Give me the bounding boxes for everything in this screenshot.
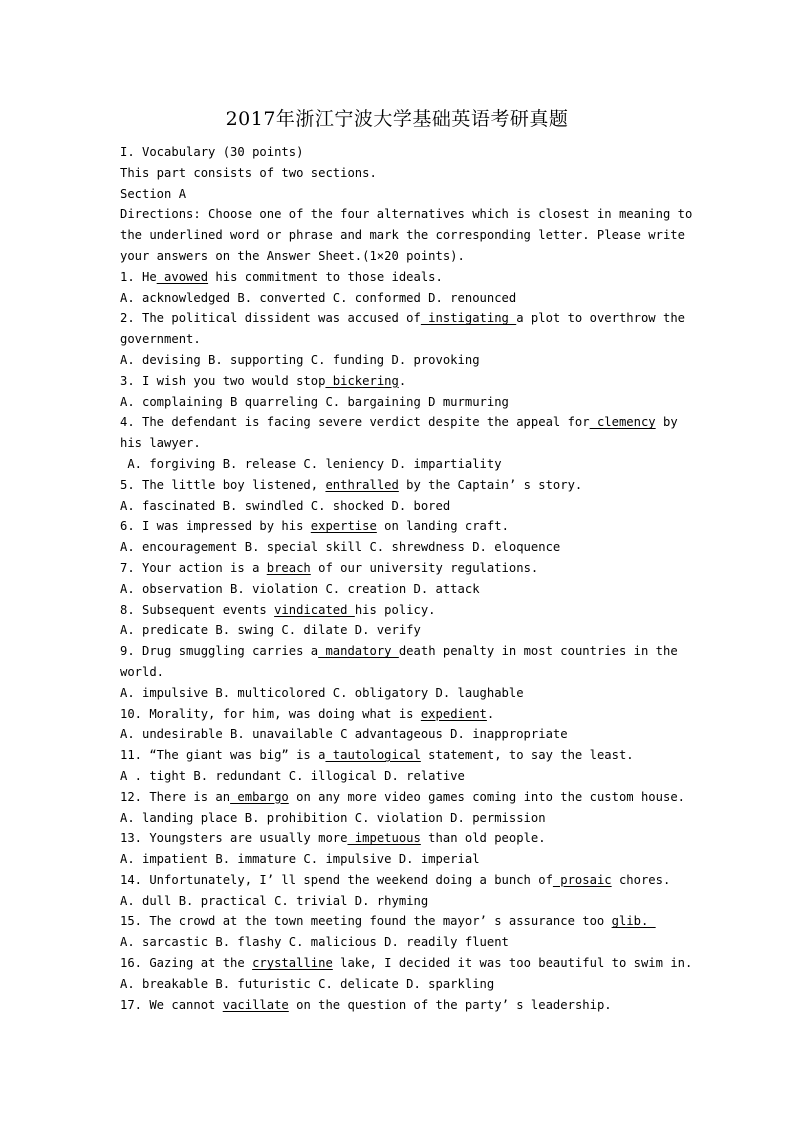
text-line: [120, 600, 676, 621]
line-text: A. observation B. violation C. creation D. attack: [120, 581, 480, 596]
line-text: A. acknowledged B. converted C. conformed D. renounced: [120, 290, 517, 305]
text-line: [120, 662, 676, 683]
text-line: [120, 454, 676, 475]
line-text: 12. There is an: [120, 789, 231, 804]
line-text-tail: his policy.: [354, 602, 436, 617]
line-text-tail: .: [486, 706, 495, 721]
line-text: 16. Gazing at the: [120, 956, 253, 971]
text-line: [120, 641, 676, 662]
line-text: 10. Morality, for him, was doing what is: [120, 706, 421, 721]
line-text: A. dull B. practical C. trivial D. rhyming: [120, 893, 429, 908]
exam-body: [120, 142, 693, 1015]
line-text: 7. Your action is a: [120, 560, 267, 575]
underlined-term: crystalline: [252, 956, 333, 971]
underlined-term: vindicated: [274, 602, 355, 617]
line-text: A. impatient B. immature C. impulsive D. imperial: [120, 852, 480, 867]
text-line: [120, 953, 693, 974]
line-text: government.: [120, 332, 201, 347]
text-line: [120, 516, 676, 537]
text-line: [120, 995, 676, 1016]
line-text: A. undesirable B. unavailable C advantageous D. inappropriate: [120, 727, 568, 742]
line-text: 13. Youngsters are usually more: [120, 831, 348, 846]
line-text-tail: statement, to say the least.: [420, 748, 634, 763]
text-line: [120, 350, 676, 371]
line-text: 9. Drug smuggling carries a: [120, 644, 319, 659]
line-text: 4. The defendant is facing severe verdict despite the appeal for: [120, 415, 590, 430]
underlined-term: mandatory: [318, 644, 399, 659]
line-text-tail: by the Captain’ s story.: [398, 477, 583, 492]
line-text-tail: on any more video games coming into the custom house.: [288, 789, 685, 804]
line-text: This part consists of two sections.: [120, 165, 377, 180]
text-line: [120, 974, 676, 995]
line-text-tail: chores.: [611, 872, 671, 887]
text-line: [120, 787, 685, 808]
text-line: [120, 891, 676, 912]
line-text: 2. The political dissident was accused of: [120, 311, 421, 326]
text-line: [120, 163, 676, 184]
line-text: I. Vocabulary (30 points): [120, 145, 304, 159]
line-text: A. impulsive B. multicolored C. obligatory D. laughable: [120, 685, 524, 700]
text-line: [120, 704, 676, 725]
line-text: A. landing place B. prohibition C. violation D. permission: [120, 810, 546, 825]
line-text: the underlined word or phrase and mark the corresponding letter. Please write: [120, 228, 685, 243]
line-text: his lawyer.: [120, 436, 201, 451]
line-text: 17. We cannot: [120, 997, 223, 1012]
line-text: 5. The little boy listened,: [120, 477, 326, 492]
line-text: 3. I wish you two would stop: [120, 373, 326, 388]
line-text: A. complaining B quarreling C. bargaining D murmuring: [120, 394, 509, 409]
page-title: 2017年浙江宁波大学基础英语考研真题: [225, 108, 569, 130]
line-text: Directions: Choose one of the four alternatives which is closest in meaning to: [120, 207, 693, 222]
text-line: [120, 371, 676, 392]
underlined-term: enthralled: [325, 477, 399, 492]
underlined-term: impetuous: [347, 831, 421, 846]
line-text: A. predicate B. swing C. dilate D. verify: [120, 623, 421, 638]
text-line: [120, 724, 676, 745]
line-text-tail: on landing craft.: [376, 519, 509, 534]
text-line: [120, 870, 676, 891]
text-line: [120, 184, 676, 205]
line-text-tail: a plot to overthrow the: [516, 311, 685, 326]
text-line: [120, 246, 676, 267]
line-text: 6. I was impressed by his: [120, 519, 311, 534]
text-line: [120, 683, 676, 704]
line-text-tail: death penalty in most countries in the: [398, 644, 678, 659]
text-line: [120, 620, 676, 641]
line-text-tail: his commitment to those ideals.: [208, 269, 443, 284]
underlined-term: bickering: [325, 373, 399, 388]
underlined-term: instigating: [420, 311, 517, 326]
text-line: [120, 579, 676, 600]
line-text-tail: of our university regulations.: [310, 560, 539, 575]
line-text: your answers on the Answer Sheet.(1×20 points).: [120, 248, 465, 263]
line-text: A. fascinated B. swindled C. shocked D. bored: [120, 498, 451, 513]
text-line: [120, 433, 676, 454]
underlined-term: breach: [266, 560, 311, 575]
underlined-term: embargo: [230, 789, 289, 804]
line-text-tail: on the question of the party’ s leadership.: [288, 997, 612, 1012]
underlined-term: glib.: [611, 914, 656, 929]
text-line: [120, 558, 676, 579]
text-line: [120, 745, 676, 766]
text-line: [120, 537, 676, 558]
underlined-term: clemency: [589, 415, 656, 430]
text-line: [120, 288, 676, 309]
line-text-tail: lake, I decided it was too beautiful to swim in.: [332, 956, 693, 971]
line-text: 11. “The giant was big” is a: [120, 748, 326, 763]
text-line: [120, 308, 685, 329]
line-text: A. breakable B. futuristic C. delicate D. sparkling: [120, 976, 495, 991]
line-text: 15. The crowd at the town meeting found the mayor’ s assurance too: [120, 914, 612, 929]
line-text-tail: .: [398, 373, 407, 388]
text-line: [120, 475, 676, 496]
line-text-tail: than old people.: [420, 831, 546, 846]
text-line: [120, 329, 676, 350]
text-line: [120, 911, 676, 932]
text-line: [120, 204, 693, 225]
text-line: [120, 225, 685, 246]
line-text: 14. Unfortunately, I’ ll spend the weekend doing a bunch of: [120, 872, 553, 887]
text-line: [120, 142, 676, 163]
underlined-term: prosaic: [552, 872, 612, 887]
line-text-tail: by: [655, 415, 678, 430]
line-text: A. encouragement B. special skill C. shrewdness D. eloquence: [120, 540, 561, 555]
line-text: 1. He: [120, 269, 157, 284]
text-line: [120, 849, 676, 870]
underlined-term: avowed: [156, 269, 209, 284]
underlined-term: expedient: [420, 706, 487, 721]
line-text: A . tight B. redundant C. illogical D. relative: [120, 768, 465, 783]
text-line: [120, 828, 676, 849]
underlined-term: expertise: [310, 519, 377, 534]
line-text: A. sarcastic B. flashy C. malicious D. readily fluent: [120, 935, 509, 950]
text-line: [120, 392, 676, 413]
line-text: A. forgiving B. release C. leniency D. impartiality: [120, 456, 502, 471]
line-text: Section A: [120, 186, 187, 201]
text-line: [120, 766, 676, 787]
text-line: [120, 932, 676, 953]
text-line: [120, 496, 676, 517]
underlined-term: tautological: [325, 748, 421, 763]
text-line: [120, 412, 676, 433]
line-text: 8. Subsequent events: [120, 602, 275, 617]
text-line: [120, 267, 676, 288]
line-text: A. devising B. supporting C. funding D. provoking: [120, 352, 480, 367]
underlined-term: vacillate: [222, 997, 289, 1012]
line-text: world.: [120, 664, 165, 679]
text-line: [120, 808, 676, 829]
